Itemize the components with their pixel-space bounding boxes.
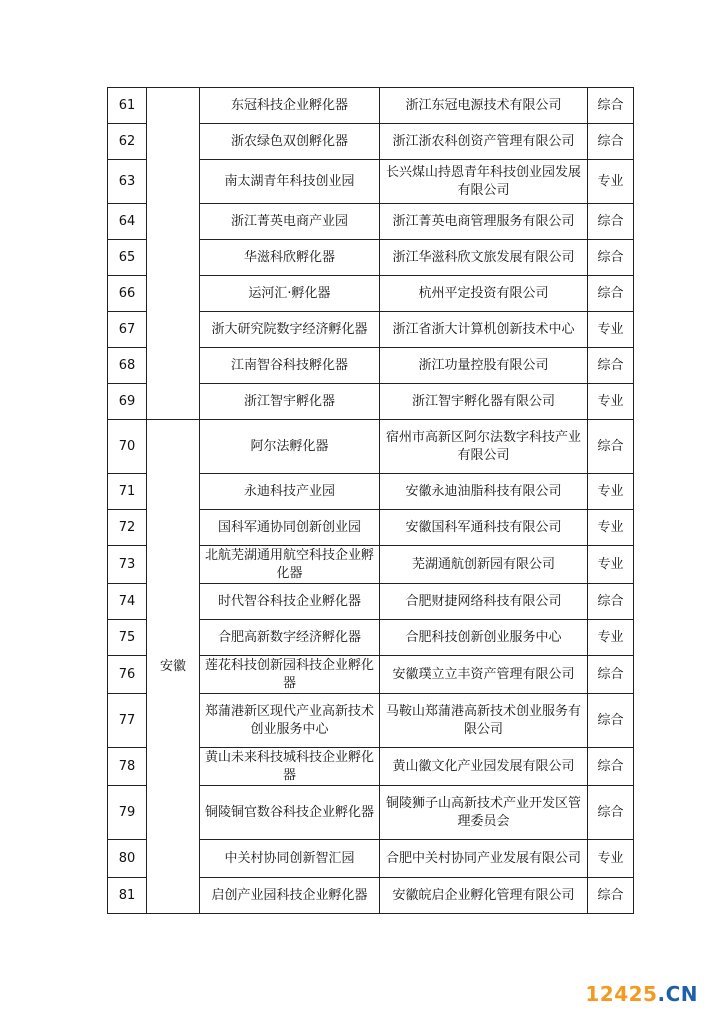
- incubator-name: 黄山未来科技城科技企业孵化器: [200, 748, 380, 786]
- operating-organization: 浙江菁英电商管理服务有限公司: [380, 204, 588, 240]
- operating-organization: 浙江功量控股有限公司: [380, 348, 588, 384]
- operating-organization: 浙江智宇孵化器有限公司: [380, 384, 588, 420]
- operating-organization: 浙江省浙大计算机创新技术中心: [380, 312, 588, 348]
- incubator-type: 综合: [588, 276, 634, 312]
- incubator-type: 专业: [588, 620, 634, 656]
- incubator-type: 综合: [588, 88, 634, 124]
- incubator-name: 江南智谷科技孵化器: [200, 348, 380, 384]
- incubator-type: 综合: [588, 786, 634, 840]
- incubator-name: 郑蒲港新区现代产业高新技术创业服务中心: [200, 694, 380, 748]
- incubator-type: 综合: [588, 748, 634, 786]
- operating-organization: 安徽璞立立丰资产管理有限公司: [380, 656, 588, 694]
- incubator-name: 运河汇·孵化器: [200, 276, 380, 312]
- incubator-type: 专业: [588, 160, 634, 204]
- operating-organization: 合肥科技创新创业服务中心: [380, 620, 588, 656]
- incubator-type: 综合: [588, 878, 634, 914]
- incubator-type: 综合: [588, 204, 634, 240]
- row-number: 68: [108, 348, 147, 384]
- incubator-name: 浙农绿色双创孵化器: [200, 124, 380, 160]
- operating-organization: 铜陵狮子山高新技术产业开发区管理委员会: [380, 786, 588, 840]
- incubator-name: 莲花科技创新园科技企业孵化器: [200, 656, 380, 694]
- operating-organization: 宿州市高新区阿尔法数字科技产业有限公司: [380, 420, 588, 474]
- incubator-name: 浙江菁英电商产业园: [200, 204, 380, 240]
- operating-organization: 芜湖通航创新园有限公司: [380, 546, 588, 584]
- incubator-name: 阿尔法孵化器: [200, 420, 380, 474]
- operating-organization: 黄山徽文化产业园发展有限公司: [380, 748, 588, 786]
- incubator-name: 铜陵铜官数谷科技企业孵化器: [200, 786, 380, 840]
- incubator-name: 南太湖青年科技创业园: [200, 160, 380, 204]
- row-number: 78: [108, 748, 147, 786]
- incubator-table: [107, 87, 634, 914]
- incubator-name: 永迪科技产业园: [200, 474, 380, 510]
- operating-organization: 安徽永迪油脂科技有限公司: [380, 474, 588, 510]
- incubator-name: 浙江智宇孵化器: [200, 384, 380, 420]
- incubator-name: 华滋科欣孵化器: [200, 240, 380, 276]
- row-number: 69: [108, 384, 147, 420]
- row-number: 73: [108, 546, 147, 584]
- row-number: 70: [108, 420, 147, 474]
- incubator-name: 北航芜湖通用航空科技企业孵化器: [200, 546, 380, 584]
- table-row: [108, 88, 634, 124]
- row-number: 61: [108, 88, 147, 124]
- incubator-type: 专业: [588, 546, 634, 584]
- operating-organization: 杭州平定投资有限公司: [380, 276, 588, 312]
- incubator-name: 浙大研究院数字经济孵化器: [200, 312, 380, 348]
- incubator-type: 专业: [588, 474, 634, 510]
- operating-organization: 安徽皖启企业孵化管理有限公司: [380, 878, 588, 914]
- province-cell: [147, 88, 200, 420]
- incubator-name: 时代智谷科技企业孵化器: [200, 584, 380, 620]
- incubator-name: 国科军通协同创新创业园: [200, 510, 380, 546]
- row-number: 72: [108, 510, 147, 546]
- incubator-type: 专业: [588, 840, 634, 878]
- operating-organization: 合肥财捷网络科技有限公司: [380, 584, 588, 620]
- operating-organization: 马鞍山郑蒲港高新技术创业服务有限公司: [380, 694, 588, 748]
- row-number: 63: [108, 160, 147, 204]
- operating-organization: 浙江华滋科欣文旅发展有限公司: [380, 240, 588, 276]
- incubator-name: 中关村协同创新智汇园: [200, 840, 380, 878]
- incubator-type: 专业: [588, 384, 634, 420]
- incubator-type: 综合: [588, 124, 634, 160]
- incubator-type: 综合: [588, 694, 634, 748]
- incubator-type: 综合: [588, 656, 634, 694]
- row-number: 79: [108, 786, 147, 840]
- operating-organization: 安徽国科军通科技有限公司: [380, 510, 588, 546]
- incubator-type: 综合: [588, 240, 634, 276]
- incubator-type: 专业: [588, 312, 634, 348]
- row-number: 62: [108, 124, 147, 160]
- province-cell: 安徽: [147, 420, 200, 914]
- row-number: 65: [108, 240, 147, 276]
- incubator-name: 启创产业园科技企业孵化器: [200, 878, 380, 914]
- incubator-type: 综合: [588, 348, 634, 384]
- incubator-name: 合肥高新数字经济孵化器: [200, 620, 380, 656]
- row-number: 77: [108, 694, 147, 748]
- incubator-name: 东冠科技企业孵化器: [200, 88, 380, 124]
- table-row: [108, 420, 634, 474]
- row-number: 80: [108, 840, 147, 878]
- operating-organization: 长兴煤山持恩青年科技创业园发展有限公司: [380, 160, 588, 204]
- operating-organization: 浙江东冠电源技术有限公司: [380, 88, 588, 124]
- operating-organization: 合肥中关村协同产业发展有限公司: [380, 840, 588, 878]
- row-number: 76: [108, 656, 147, 694]
- operating-organization: 浙江浙农科创资产管理有限公司: [380, 124, 588, 160]
- incubator-type: 综合: [588, 584, 634, 620]
- site-watermark: 12425.CN: [585, 982, 698, 1006]
- incubator-type: 专业: [588, 510, 634, 546]
- row-number: 74: [108, 584, 147, 620]
- row-number: 81: [108, 878, 147, 914]
- row-number: 67: [108, 312, 147, 348]
- row-number: 75: [108, 620, 147, 656]
- row-number: 66: [108, 276, 147, 312]
- row-number: 64: [108, 204, 147, 240]
- row-number: 71: [108, 474, 147, 510]
- incubator-type: 综合: [588, 420, 634, 474]
